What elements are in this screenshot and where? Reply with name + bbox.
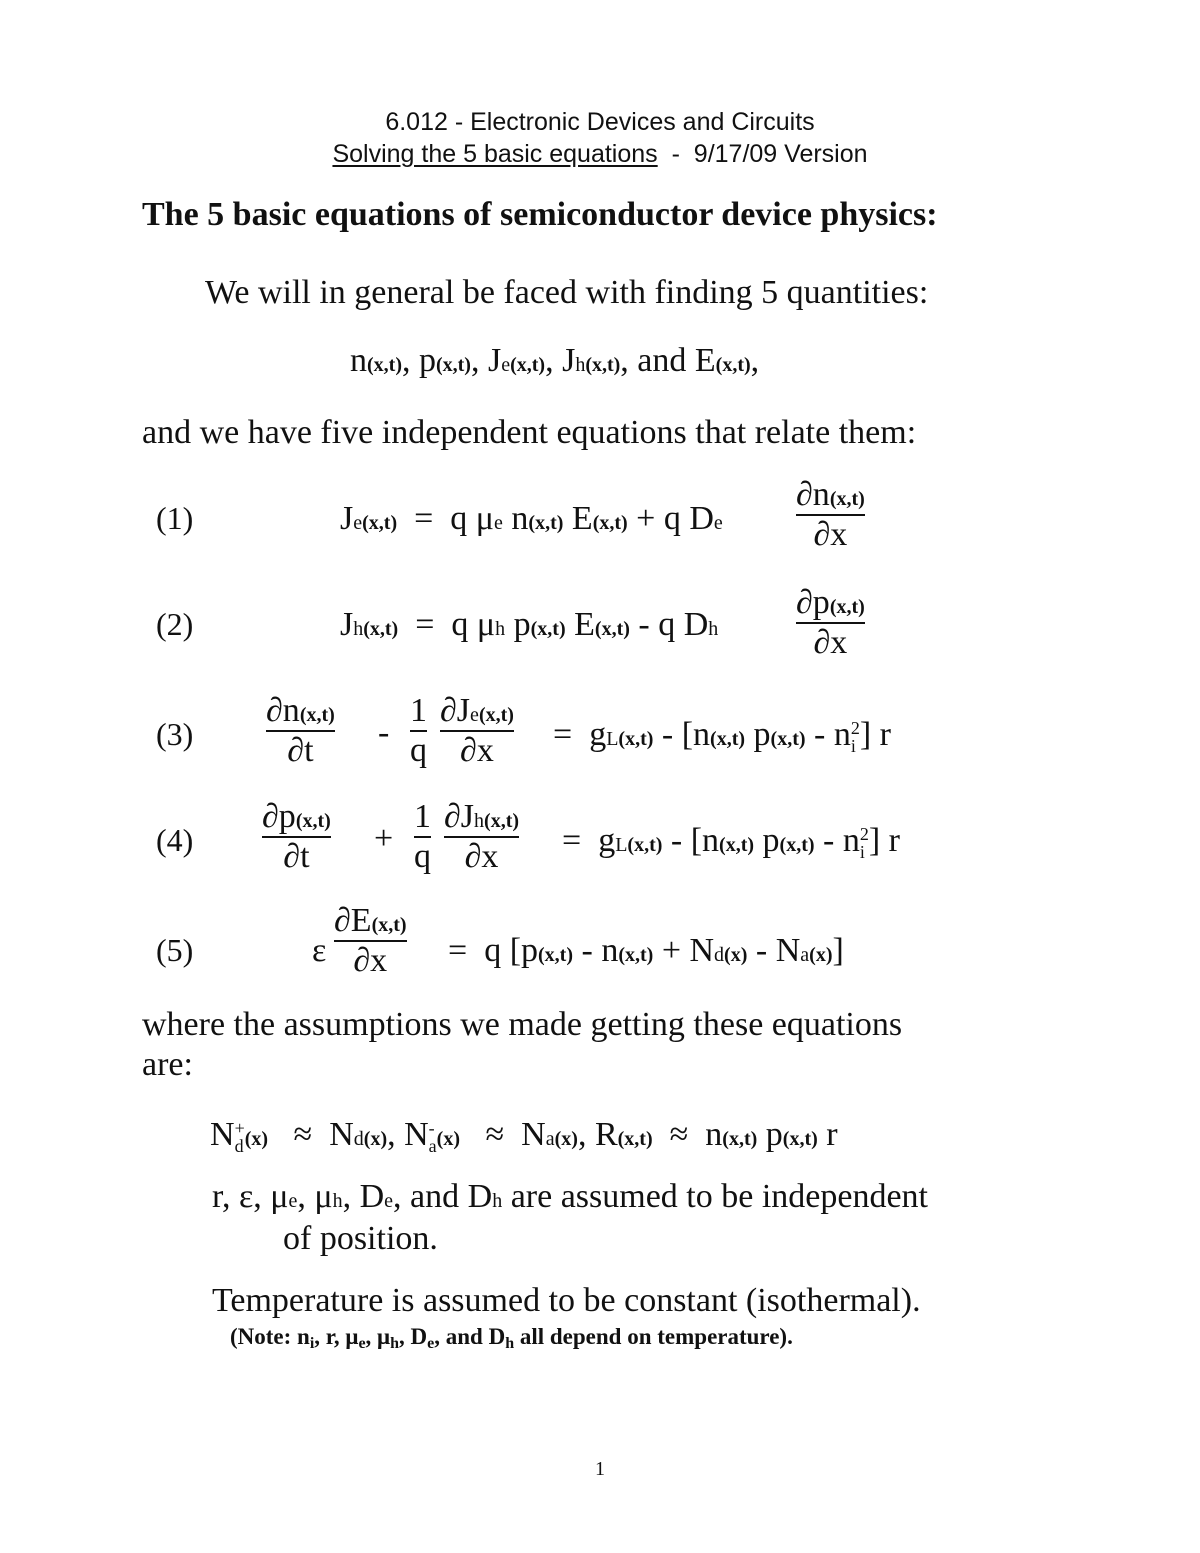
equation-1-fraction: ∂n(x,t) ∂x	[796, 476, 865, 553]
independence-statement-cont: of position.	[283, 1220, 438, 1257]
ionization-approximations: N + d (x) ≈ Nd(x), N - a (x) ≈ Na(x), R(x,t) ≈ n(x,t) p(x,t) r	[210, 1116, 838, 1157]
document-subtitle	[0, 140, 1200, 169]
equation-5-fraction: ∂E(x,t) ∂x	[334, 902, 407, 979]
course-title: 6.012 - Electronic Devices and Circuits	[385, 108, 815, 136]
independence-statement: r, ε, μe, μh, De, and Dh are assumed to be independent	[212, 1178, 928, 1215]
equation-1: Je(x,t) = q μe n(x,t) E(x,t) + q De	[340, 500, 723, 537]
intro-text: We will in general be faced with finding 5 quantities:	[205, 274, 929, 311]
equation-3-current-derivative: ∂Je(x,t) ∂x	[440, 692, 514, 769]
equation-2-fraction: ∂p(x,t) ∂x	[796, 584, 865, 661]
equation-3-rhs: = gL(x,t) - [n(x,t) p(x,t) - n 2 i ] r	[553, 716, 891, 757]
equation-3-one-over-q: 1 q	[410, 692, 427, 769]
temperature-note: (Note: ni, r, μe, μh, De, and Dh all depend on temperature).	[230, 1324, 793, 1352]
equation-5-rhs: = q [p(x,t) - n(x,t) + Nd(x) - Na(x)]	[448, 932, 844, 969]
permittivity-symbol: ε	[312, 932, 327, 969]
equation-4-operator: +	[374, 820, 394, 857]
equation-3-operator: -	[378, 714, 390, 751]
equation-3-time-derivative: ∂n(x,t) ∂t	[266, 692, 335, 769]
equation-2: Jh(x,t) = q μh p(x,t) E(x,t) - q Dh	[340, 606, 719, 643]
assumptions-intro: where the assumptions we made getting these equations	[142, 1006, 903, 1043]
equation-label-5: (5)	[156, 932, 194, 968]
section-heading: The 5 basic equations of semiconductor device physics:	[142, 196, 938, 233]
equation-label-3: (3)	[156, 716, 194, 752]
quantities-list: n(x,t), p(x,t), Je(x,t), Jh(x,t), and E(x,t),	[350, 342, 760, 379]
document-title: Solving the 5 basic equations	[332, 140, 658, 168]
equation-4-time-derivative: ∂p(x,t) ∂t	[262, 798, 331, 875]
equation-4-one-over-q: 1 q	[414, 798, 431, 875]
page-number: 1	[595, 1458, 605, 1480]
version-label: - 9/17/09 Version	[657, 140, 868, 168]
equation-label-4: (4)	[156, 822, 194, 858]
relate-text: and we have five independent equations that relate them:	[142, 414, 917, 451]
equation-label-1: (1)	[156, 500, 194, 536]
assumptions-intro-cont: are:	[142, 1046, 193, 1083]
temperature-statement: Temperature is assumed to be constant (isothermal).	[212, 1282, 921, 1319]
equation-4-current-derivative: ∂Jh(x,t) ∂x	[444, 798, 520, 875]
equation-4-rhs: = gL(x,t) - [n(x,t) p(x,t) - n 2 i ] r	[562, 822, 900, 863]
equation-label-2: (2)	[156, 606, 194, 642]
